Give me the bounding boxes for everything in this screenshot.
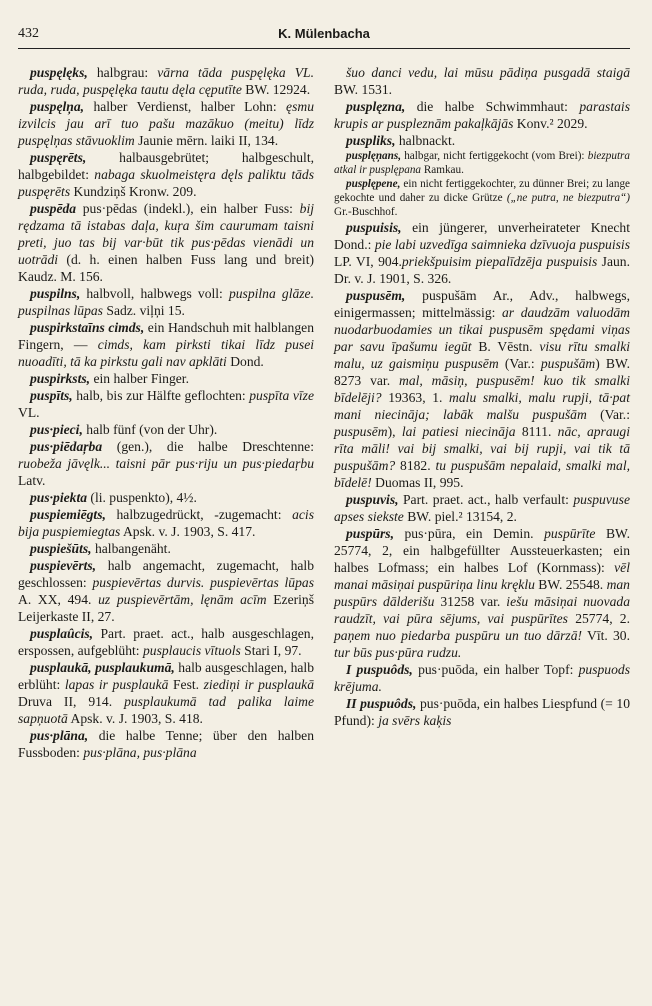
entry-headword: II puspuôds, <box>346 696 417 711</box>
entry-example: puspuods krējuma. <box>334 662 630 694</box>
entry-definition: pus·pūra, ein Demin. <box>393 526 545 541</box>
dictionary-entry <box>334 525 630 661</box>
entry-definition: halb angemacht, zugemacht, halb geschlossen: <box>18 558 314 590</box>
entry-definition: halber Verdienst, halber Lohn: <box>84 99 287 114</box>
entry-source: 31258 var. <box>434 594 507 609</box>
entry-example: visu rītu smalki malu, uz gaismiņu puspusēm <box>334 339 631 371</box>
entry-source: Jaun. Dr. v. J. 1901, S. 326. <box>334 254 630 286</box>
entry-example: puspušām <box>540 356 596 371</box>
entry-example: ziediņi ir pusplaukā <box>203 677 314 692</box>
dictionary-entry <box>334 287 630 491</box>
entry-headword: pusplaukā, pusplaukumā, <box>30 660 175 675</box>
entry-source: Ramkau. <box>421 164 464 176</box>
entry-headword: I puspuôds, <box>346 662 413 677</box>
entry-example: puspīta vīze <box>249 388 314 403</box>
dictionary-entry <box>18 370 314 387</box>
entry-source: A. XX, 494. <box>18 592 99 607</box>
entry-definition: ein jüngerer, unverheirateter Knecht Dond.: <box>334 220 630 252</box>
entry-example: pusplaukumā tad palika laime sapņuotā <box>18 694 314 726</box>
entry-example: nabaga skuolmeistęra dęls paliktu tāds puspęrēts <box>18 167 314 199</box>
entry-source: Apsk. v. J. 1903, S. 417. <box>120 524 256 539</box>
entry-source: 19363, 1. <box>381 390 450 405</box>
dictionary-entry <box>18 421 314 438</box>
entry-definition: puspušām Ar., Adv., halbwegs, einigermassen; mittelmässig: <box>334 288 630 320</box>
entry-definition: halbangenäht. <box>91 541 171 556</box>
entry-headword: pus·piekta <box>30 490 88 505</box>
entry-example: ar daudzām valuodām nuodarbuodamies un tikai puspusēm spędami viņas par savu īpašumu iegūt <box>334 305 630 354</box>
entry-headword: pusplęzna, <box>346 99 406 114</box>
entry-example: priekšpuisim piepalīdzēja puspuisis <box>401 254 598 269</box>
entry-headword: puspiemiēgts, <box>30 507 106 522</box>
entry-source: B. Vēstn. <box>471 339 540 354</box>
entry-source: Duomas II, 995. <box>371 475 464 490</box>
entry-definition: ein nicht fertiggekochter, zu dünner Brei; zu lange gekochte und daher zu dicke Grütze <box>334 178 630 204</box>
dictionary-entry <box>18 387 314 421</box>
entry-source: Druva II, 914. <box>18 694 125 709</box>
left-column <box>18 64 314 761</box>
entry-headword: puspuvis, <box>346 492 399 507</box>
entry-example: nāc, apraugi rīta māli! vai bij smalki, vai bij rupji, vai tik tā puspušām? <box>334 424 630 473</box>
entry-source: Jaunie mērn. laiki II, 134. <box>134 133 279 148</box>
entry-source: (Var.: <box>498 356 541 371</box>
dictionary-entry <box>334 64 630 98</box>
dictionary-entry <box>334 661 630 695</box>
dictionary-entry <box>18 285 314 319</box>
entry-definition: halb, bis zur Hälfte geflochten: <box>72 388 250 403</box>
entry-source: Stari I, 97. <box>240 643 302 658</box>
entry-source: ), <box>387 424 402 439</box>
entry-source: BW. 1531. <box>334 82 393 97</box>
entry-headword: puspusēm, <box>346 288 406 303</box>
entry-example: ruobeža jāvęlk... taisni pār pus·riju un pus·piedaŗbu <box>18 456 314 471</box>
entry-definition: ein Handschuh mit halblangen Fingern, — <box>18 320 314 352</box>
entry-headword: puspievērts, <box>30 558 97 573</box>
entry-example: pie labi uzvedīga saimnieka dzīvuoja puspuisis <box>374 237 630 252</box>
entry-definition: (li. puspenkto), 4½. <box>87 490 197 505</box>
page-header <box>18 26 630 49</box>
entry-example: vārna tāda puspęlęka VL. ruda, ruda, puspęlęka tautu dęla cęputīte <box>18 65 314 97</box>
dictionary-entry <box>18 659 314 727</box>
entry-example: ęsmu izvilcis jau arī tuo pašu mazākuo (meitu) līdz puspęlņas stāvuoklim <box>18 99 314 148</box>
entry-source: (d. h. einen halben Fuss lang und breit) Kaudz. M. 156. <box>18 252 314 284</box>
entry-definition: halbnackt. <box>395 133 456 148</box>
dictionary-entry <box>18 98 314 149</box>
entry-example: uz puspievērtām, lęnām acīm <box>98 592 267 607</box>
dictionary-entry <box>18 506 314 540</box>
entry-source: BW. 25548. <box>534 577 607 592</box>
entry-example: acis bija puspiemiegtas <box>18 507 314 539</box>
entry-source: Kundziņš Kronw. 209. <box>70 184 197 199</box>
dictionary-entry <box>18 319 314 370</box>
entry-example: puspusēm <box>334 424 388 439</box>
dictionary-entry <box>334 695 630 729</box>
entry-example: cimds, kam pirksti tikai līdz pusei nuoadīti, tā ka pirkstu gali nav apklāti <box>18 337 315 369</box>
dictionary-entry <box>334 177 630 219</box>
entry-headword: pus·pieci, <box>30 422 83 437</box>
entry-example: man puspūrs dālderišu <box>334 577 630 609</box>
entry-source: BW. 25774, 2, ein halbgefüllter Aussteuerkasten; ein halbes Lofmass; ein halbes Lof (Kornmass): <box>334 526 630 575</box>
entry-source: VL. <box>18 405 40 420</box>
entry-example: puspievērtas durvis. puspievērtas lūpas <box>92 575 314 590</box>
entry-definition: pus·puōda, ein halber Topf: <box>412 662 579 677</box>
entry-example: tur būs pus·pūra rudzu. <box>334 645 462 660</box>
entry-source: Apsk. v. J. 1903, S. 418. <box>67 711 203 726</box>
entry-source: BW. 12924. <box>241 82 311 97</box>
entry-example: iešu māsiņai nuovada raudzīt, vai pūra sējums, vai puspūrītes <box>334 594 631 626</box>
entry-headword: puspirkstaīns cimds, <box>30 320 145 335</box>
entry-source: LP. VI, 904. <box>334 254 402 269</box>
entry-definition: halbausgebrütet; halbgeschult, halbgebildet: <box>18 150 314 182</box>
dictionary-entry <box>334 149 630 177</box>
entry-source: Dond. <box>226 354 264 369</box>
entry-example: vēl manai māsiņai puspūriņa linu kręklu <box>334 560 630 592</box>
page-number: 432 <box>18 26 39 41</box>
entry-headword: puspliks, <box>346 133 396 148</box>
dictionary-entry <box>18 438 314 489</box>
entry-example: malu smalki, malu rupji, tā·pat mani niecināja; labāk malšu puspušām <box>334 390 630 422</box>
entry-example: bij rędzama tā istabas daļa, kuŗa šim caurumam taisni preti, juo tas bij var·būt tik pus·pēdas vienādi un uotrādi <box>18 201 314 267</box>
entry-headword: pusplęņans, <box>346 150 402 162</box>
entry-definition: halbgrau: <box>87 65 158 80</box>
entry-definition: Part. praet. act., halb ausgeschlagen, erspossen, aufgeblüht: <box>18 626 314 658</box>
dictionary-entry <box>334 219 630 287</box>
entry-example: mal, māsiņ, puspusēm! kuo tik smalki bīdelēji? <box>334 373 630 405</box>
dictionary-entry <box>18 625 314 659</box>
entry-headword: puspirksts, <box>30 371 91 386</box>
entry-example: pus·plāna, pus·plāna <box>83 745 197 760</box>
entry-headword: puspęrēts, <box>30 150 87 165</box>
entry-source: ) BW. 8273 var. <box>334 356 630 388</box>
dictionary-entry <box>334 491 630 525</box>
entry-example: lapas ir pusplaukā <box>64 677 169 692</box>
entry-definition: halb fünf (von der Uhr). <box>82 422 218 437</box>
entry-source: Ezeriņš Leijerkaste II, 27. <box>18 592 314 624</box>
entry-source: Gr.-Buschhof. <box>334 206 398 218</box>
entry-source: 8111. <box>515 424 558 439</box>
entry-source: (Var.: <box>586 407 630 422</box>
entry-definition: pus·puōda, ein halbes Liespfund (= 10 Pfund): <box>334 696 630 728</box>
entry-example: („ne putra, ne biezputra“) <box>506 192 630 204</box>
dictionary-entry <box>18 727 314 761</box>
entry-headword: puspilns, <box>30 286 81 301</box>
entry-source: Vīt. 30. <box>582 628 630 643</box>
entry-source: 25774, 2. <box>567 611 631 626</box>
entry-headword: puspęlęks, <box>30 65 88 80</box>
entry-example: pusplaucis vītuols <box>142 643 241 658</box>
running-title: K. Mülenbacha <box>278 26 370 41</box>
entry-definition: halbzugedrückt, -zugemacht: <box>105 507 293 522</box>
entry-source: Latv. <box>18 473 46 488</box>
entry-definition: halbvoll, halbwegs voll: <box>80 286 229 301</box>
entry-headword: pusplaûcis, <box>30 626 94 641</box>
entry-example: lai patiesi niecināja <box>401 424 516 439</box>
entry-definition: ein halber Finger. <box>90 371 189 386</box>
dictionary-entry <box>18 489 314 506</box>
entry-source: 8182. <box>395 458 436 473</box>
entry-definition: (gen.), die halbe Dreschtenne: <box>102 439 314 454</box>
entry-headword: puspūrs, <box>346 526 394 541</box>
entry-example: parastais krupis ar puspleznām pakaļkājās <box>334 99 630 131</box>
entry-source: Konv.² 2029. <box>513 116 588 131</box>
entry-headword: puspęlņa, <box>30 99 85 114</box>
entry-example: puspuvuse apses siekste <box>334 492 630 524</box>
dictionary-entry <box>18 200 314 285</box>
dictionary-entry <box>18 149 314 200</box>
entry-definition: halbgar, nicht fertiggekocht (vom Brei): <box>401 150 588 162</box>
entry-headword: pusplępene, <box>346 178 401 190</box>
dictionary-entry <box>334 132 630 149</box>
entry-example: šuo danci vedu, lai mūsu pādiņa pusgadā staigā <box>346 65 630 80</box>
entry-headword: puspuisis, <box>346 220 402 235</box>
entry-definition: halb ausgeschlagen, halb erblüht: <box>18 660 314 692</box>
entry-definition: Part. praet. act., halb verfault: <box>398 492 574 507</box>
entry-definition: die halbe Tenne; über den halben Fussboden: <box>18 728 314 760</box>
entry-example: biezputra atkal ir pusplępana <box>334 150 630 176</box>
entry-example: ja svērs kaķis <box>378 713 452 728</box>
entry-source: Fest. <box>168 677 204 692</box>
entry-example: paņem nuo piedarba puspūru un tuo dārzā! <box>334 628 583 643</box>
right-column <box>334 64 630 729</box>
entry-headword: pus·piēdaŗba <box>30 439 103 454</box>
entry-headword: puspēda <box>30 201 77 216</box>
entry-example: puspilna glāze. puspilnas lūpas <box>18 286 314 318</box>
entry-headword: pus·plāna, <box>30 728 89 743</box>
dictionary-entry <box>18 557 314 625</box>
entry-definition: die halbe Schwimmhaut: <box>405 99 580 114</box>
entry-example: puspūrīte <box>544 526 596 541</box>
dictionary-entry <box>18 64 314 98</box>
dictionary-entry <box>18 540 314 557</box>
entry-source: BW. piel.² 13154, 2. <box>403 509 517 524</box>
entry-headword: puspiešūts, <box>30 541 92 556</box>
entry-definition: pus·pēdas (indekl.), ein halber Fuss: <box>76 201 300 216</box>
entry-source: Sadz. viļņi 15. <box>102 303 185 318</box>
entry-headword: puspīts, <box>30 388 73 403</box>
dictionary-entry <box>334 98 630 132</box>
entry-example: tu puspušām nepalaid, smalki mal, bīdelē! <box>334 458 630 490</box>
